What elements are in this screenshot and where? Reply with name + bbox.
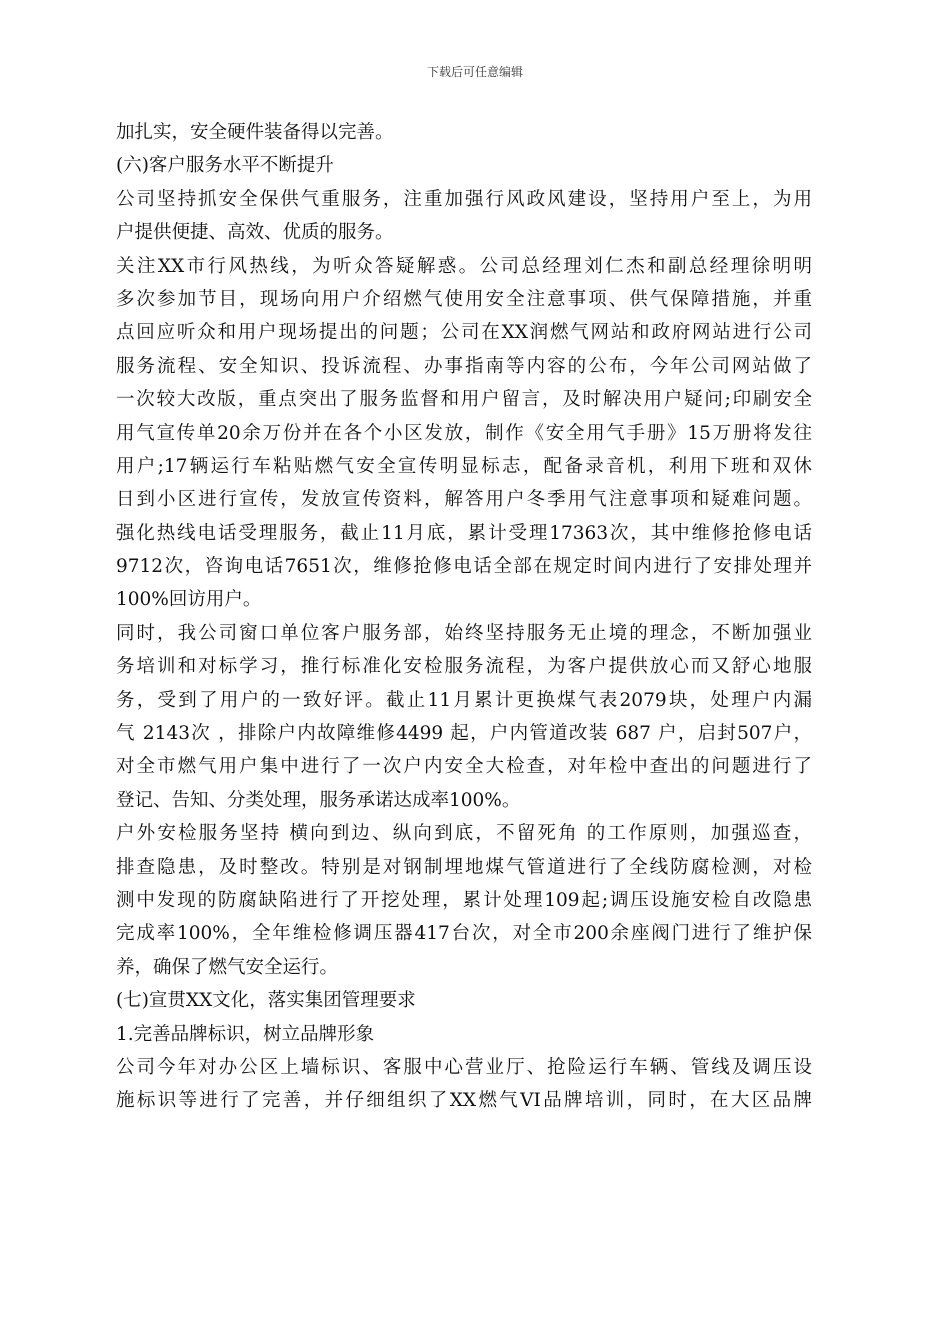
- body-line: 户提供便捷、高效、优质的服务。: [116, 222, 394, 244]
- body-line: 9712次，咨询电话7651次，维修抢修电话全部在规定时间内进行了安排处理并: [116, 556, 812, 578]
- body-line: 多次参加节目，现场向用户介绍燃气使用安全注意事项、供气保障措施，并重: [116, 288, 812, 310]
- body-line: (六)客户服务水平不断提升: [116, 155, 334, 177]
- body-line: 排查隐患，及时整改。特别是对钢制埋地煤气管道进行了全线防腐检测，对检: [116, 856, 812, 878]
- body-line: 100%回访用户。: [116, 589, 262, 611]
- body-line: 关注XX市行风热线，为听众答疑解惑。公司总经理刘仁杰和副总经理徐明明: [116, 255, 812, 277]
- body-line: 点回应听众和用户现场提出的问题；公司在XX润燃气网站和政府网站进行公司: [116, 322, 812, 344]
- body-line: 测中发现的防腐缺陷进行了开挖处理，累计处理109起;调压设施安检自改隐患: [116, 889, 812, 911]
- body-line: 强化热线电话受理服务，截止11月底，累计受理17363次，其中维修抢修电话: [116, 522, 812, 544]
- body-line: 施标识等进行了完善，并仔细组织了XX燃气VI品牌培训，同时，在大区品牌: [116, 1090, 812, 1112]
- body-line: 务，受到了用户的一致好评。截止11月累计更换煤气表2079块，处理户内漏: [116, 689, 812, 711]
- body-line: 用气宣传单20余万份并在各个小区发放，制作《安全用气手册》15万册将发往: [116, 422, 812, 444]
- body-line: 同时，我公司窗口单位客户服务部，始终坚持服务无止境的理念，不断加强业: [116, 622, 812, 644]
- body-line: 务培训和对标学习，推行标准化安检服务流程，为客户提供放心而又舒心地服: [116, 656, 812, 678]
- body-line: 公司今年对办公区上墙标识、客服中心营业厅、抢险运行车辆、管线及调压设: [116, 1056, 812, 1078]
- page-header-note: 下载后可任意编辑: [426, 65, 523, 79]
- body-line: 气 2143次 ，排除户内故障维修4499 起，户内管道改装 687 户，启封507户，: [116, 723, 812, 745]
- body-line: (七)宣贯XX文化，落实集团管理要求: [116, 990, 416, 1012]
- body-line: 加扎实，安全硬件装备得以完善。: [116, 122, 394, 143]
- document-body: [116, 116, 812, 1118]
- body-line: 对全市燃气用户集中进行了一次户内安全大检查，对年检中查出的问题进行了: [116, 756, 812, 778]
- body-line: 1.完善品牌标识，树立品牌形象: [116, 1023, 375, 1045]
- body-line: 养，确保了燃气安全运行。: [116, 956, 339, 978]
- body-line: 登记、告知、分类处理，服务承诺达成率100%。: [116, 789, 521, 811]
- body-line: 用户;17辆运行车粘贴燃气安全宣传明显标志，配备录音机，利用下班和双休: [116, 455, 812, 477]
- body-line: 完成率100%，全年维检修调压器417台次，对全市200余座阀门进行了维护保: [116, 923, 812, 945]
- body-line: 公司坚持抓安全保供气重服务，注重加强行风政风建设，坚持用户至上，为用: [116, 188, 812, 210]
- body-line: 户外安检服务坚持 横向到边、纵向到底，不留死角 的工作原则，加强巡查，: [116, 823, 812, 845]
- body-line: 服务流程、安全知识、投诉流程、办事指南等内容的公布，今年公司网站做了: [116, 355, 812, 377]
- body-line: 日到小区进行宣传，发放宣传资料，解答用户冬季用气注意事项和疑难问题。: [116, 489, 812, 511]
- body-line: 一次较大改版，重点突出了服务监督和用户留言，及时解决用户疑问;印刷安全: [116, 389, 812, 411]
